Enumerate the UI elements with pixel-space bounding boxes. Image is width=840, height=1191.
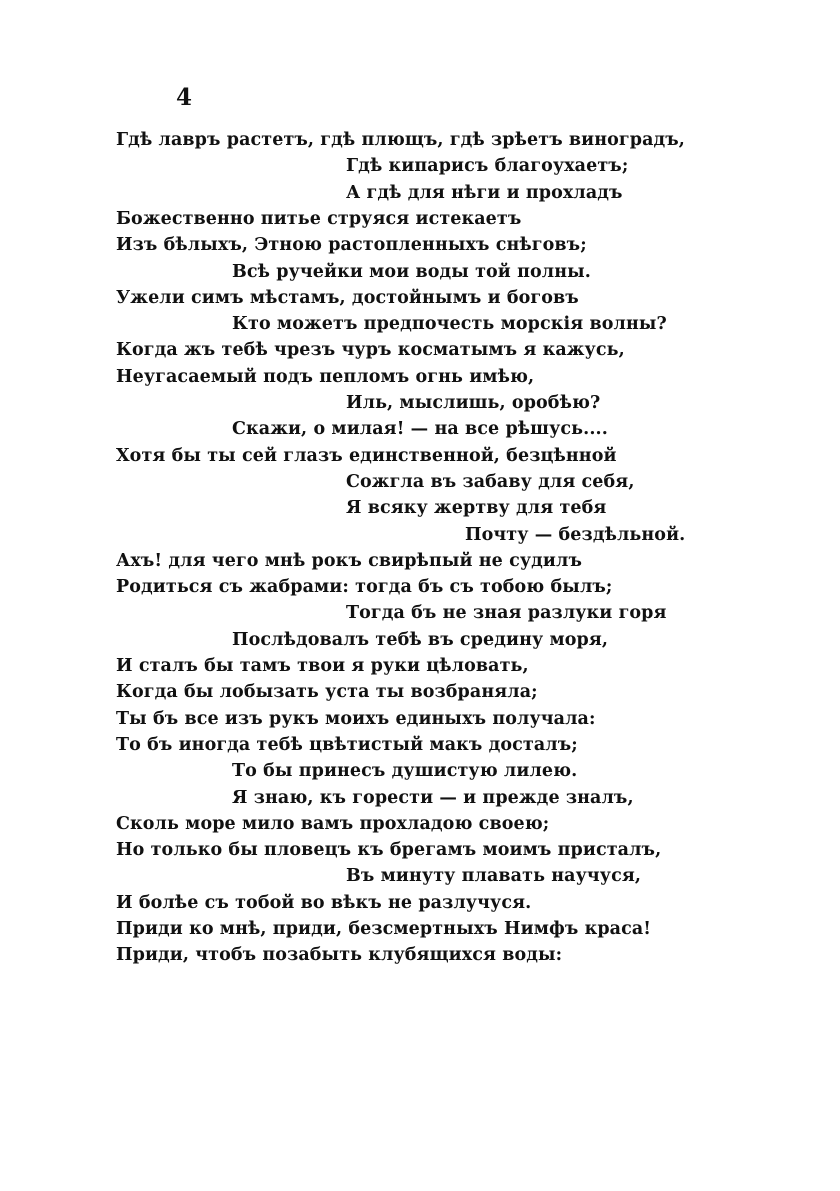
poem-line: Кто можетъ предпочесть морскія волны? (232, 314, 667, 335)
poem-line: Всѣ ручейки мои воды той полны. (232, 261, 591, 282)
poem-line: Ты бъ все изъ рукъ моихъ единыхъ получала: (116, 708, 596, 729)
poem-line: Сожгла въ забаву для себя, (346, 471, 635, 492)
page-number: 4 (176, 84, 193, 111)
poem-line: Тогда бъ не зная разлуки горя (346, 603, 667, 624)
poem-line: А гдѣ для нѣги и прохладъ (346, 182, 623, 203)
poem-line: Приди ко мнѣ, приди, безсмертныхъ Нимфъ краса! (116, 919, 652, 939)
poem-line: Я всяку жертву для тебя (346, 498, 607, 519)
poem-line: Гдѣ лавръ растетъ, гдѣ плющъ, гдѣ зрѣетъ виноградъ, (116, 130, 686, 150)
poem-line: И болѣе съ тобой во вѣкъ не разлучуся. (116, 892, 532, 913)
poem-line: Иль, мыслишь, оробѣю? (346, 393, 601, 413)
poem-line: И сталъ бы тамъ твои я руки цѣловать, (116, 656, 529, 676)
poem-line: Гдѣ кипарисъ благоухаетъ; (346, 156, 629, 177)
poem-line: Когда жъ тебѣ чрезъ чуръ косматымъ я кажусь, (116, 340, 625, 361)
poem-line: Я знаю, къ горести — и прежде зналъ, (232, 787, 634, 808)
poem-line: Изъ бѣлыхъ, Этною растопленныхъ снѣговъ; (116, 235, 587, 256)
poem-line: Въ минуту плавать научуся, (346, 866, 642, 887)
poem-line: Послѣдовалъ тебѣ въ средину моря, (232, 629, 609, 650)
poem-line: Хотя бы ты сей глазъ единственной, безцѣнной (116, 445, 617, 466)
poem-line: Когда бы лобызать уста ты возбраняла; (116, 682, 538, 703)
poem-line: Сколь море мило вамъ прохладою своею; (116, 813, 550, 834)
poem-line: Ужели симъ мѣстамъ, достойнымъ и боговъ (116, 287, 579, 308)
poem-line: Неугасаемый подъ пепломъ огнь имѣю, (116, 366, 535, 387)
poem-line: Божественно питье струяся истекаетъ (116, 208, 522, 229)
poem-line: То бъ иногда тебѣ цвѣтистый макъ досталъ; (116, 734, 578, 755)
poem-line: Приди, чтобъ позабыть клубящихся воды: (116, 945, 563, 966)
poem-line: Но только бы пловецъ къ брегамъ моимъ присталъ, (116, 840, 662, 861)
poem-line: Родиться съ жабрами: тогда бъ съ тобою былъ; (116, 577, 613, 598)
poem-line: Скажи, о милая! — на все рѣшусь.... (232, 419, 608, 440)
poem-line: Почту — бездѣльной. (465, 524, 686, 545)
poem-line: Ахъ! для чего мнѣ рокъ свирѣпый не судилъ (116, 550, 582, 571)
poem-line: То бы принесъ душистую лилею. (232, 761, 578, 782)
